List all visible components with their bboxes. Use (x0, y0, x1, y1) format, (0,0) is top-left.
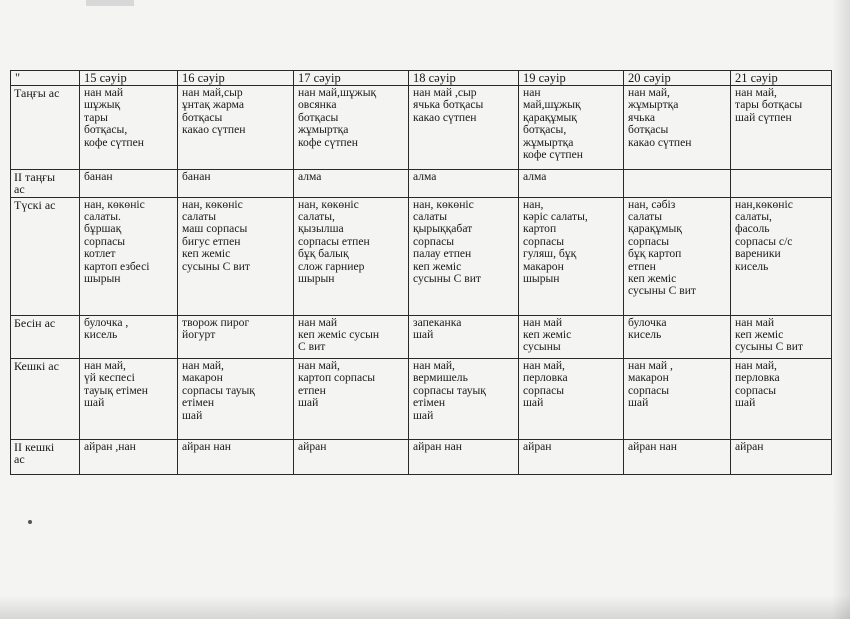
menu-cell: банан (178, 169, 294, 197)
menu-cell: айран нан (178, 439, 294, 474)
header-row (11, 71, 832, 86)
meal-label: ІІ кешкі ас (11, 439, 80, 474)
day-header: 15 сәуір (80, 71, 178, 86)
menu-cell: нан май кеп жеміс сусыны (519, 315, 624, 358)
menu-cell (624, 169, 731, 197)
day-header: 16 сәуір (178, 71, 294, 86)
menu-cell: нан, көкөніс салаты қырыққабат сорпасы палау етпен кеп жеміс сусыны С вит (409, 197, 519, 315)
menu-cell: нан, кәріс салаты, картоп сорпасы гуляш, бұқ макарон шырын (519, 197, 624, 315)
scan-shadow-bottom (0, 595, 850, 619)
day-header: 19 сәуір (519, 71, 624, 86)
menu-cell: нан май,шұжық қарақұмық ботқасы, жұмыртқа кофе сүтпен (519, 85, 624, 169)
table-row (11, 197, 832, 315)
menu-cell: айран нан (409, 439, 519, 474)
meal-label: Түскі ас (11, 197, 80, 315)
menu-cell: нан май, жұмыртқа ячька ботқасы какао сүтпен (624, 85, 731, 169)
page-speck (28, 520, 32, 524)
meal-label: Таңғы ас (11, 85, 80, 169)
menu-cell: нан, көкөніс салаты. бұршақ сорпасы котлет картоп езбесі шырын (80, 197, 178, 315)
menu-cell: айран (294, 439, 409, 474)
menu-cell: нан май, макарон сорпасы тауық етімен шай (178, 359, 294, 440)
menu-cell: булочка , кисель (80, 315, 178, 358)
menu-cell: нан, сәбіз салаты қарақұмық сорпасы бұқ картоп етпен кеп жеміс сусыны С вит (624, 197, 731, 315)
menu-cell: айран нан (624, 439, 731, 474)
menu-cell: нан май кеп жеміс сусын С вит (294, 315, 409, 358)
menu-cell: нан май, перловка сорпасы шай (731, 359, 832, 440)
day-header: 21 сәуір (731, 71, 832, 86)
menu-cell: нан май ,сыр ячька ботқасы какао сүтпен (409, 85, 519, 169)
table-row (11, 315, 832, 358)
menu-cell: нан май шұжық тары ботқасы, кофе сүтпен (80, 85, 178, 169)
meal-label: Кешкі ас (11, 359, 80, 440)
table-row (11, 169, 832, 197)
menu-cell: нан, көкөніс салаты, қызылша сорпасы етпен бұқ балық слож гарниер шырын (294, 197, 409, 315)
menu-cell: нан май, үй кеспесі тауық етімен шай (80, 359, 178, 440)
menu-cell: нан май, картоп сорпасы етпен шай (294, 359, 409, 440)
scan-edge-mark (86, 0, 134, 6)
menu-cell: айран (731, 439, 832, 474)
menu-cell: айран (519, 439, 624, 474)
menu-cell: творож пирог йогурт (178, 315, 294, 358)
day-header: 17 сәуір (294, 71, 409, 86)
menu-cell: алма (294, 169, 409, 197)
menu-cell: нан,көкөніс салаты, фасоль сорпасы с/с вареники кисель (731, 197, 832, 315)
menu-cell: нан май, перловка сорпасы шай (519, 359, 624, 440)
menu-cell: нан май, тары ботқасы шай сүтпен (731, 85, 832, 169)
menu-cell: нан май, вермишель сорпасы тауық етімен шай (409, 359, 519, 440)
corner-cell: " (11, 71, 80, 86)
scan-shadow-right (832, 0, 850, 619)
table-row (11, 359, 832, 440)
menu-cell: алма (519, 169, 624, 197)
menu-cell: нан май,шұжық овсянка ботқасы жұмыртқа кофе сүтпен (294, 85, 409, 169)
menu-cell: айран ,нан (80, 439, 178, 474)
day-header: 20 сәуір (624, 71, 731, 86)
menu-cell: булочка кисель (624, 315, 731, 358)
menu-cell: нан май кеп жеміс сусыны С вит (731, 315, 832, 358)
menu-cell: нан май,сыр ұнтақ жарма ботқасы какао сүтпен (178, 85, 294, 169)
table-row (11, 439, 832, 474)
table-row (11, 85, 832, 169)
menu-cell: запеканка шай (409, 315, 519, 358)
menu-cell (731, 169, 832, 197)
menu-cell: банан (80, 169, 178, 197)
meal-label: Бесін ас (11, 315, 80, 358)
menu-cell: алма (409, 169, 519, 197)
menu-cell: нан, көкөніс салаты маш сорпасы бигус етпен кеп жеміс сусыны С вит (178, 197, 294, 315)
weekly-menu-table (10, 70, 832, 475)
meal-label: ІІ таңғы ас (11, 169, 80, 197)
day-header: 18 сәуір (409, 71, 519, 86)
menu-cell: нан май , макарон сорпасы шай (624, 359, 731, 440)
